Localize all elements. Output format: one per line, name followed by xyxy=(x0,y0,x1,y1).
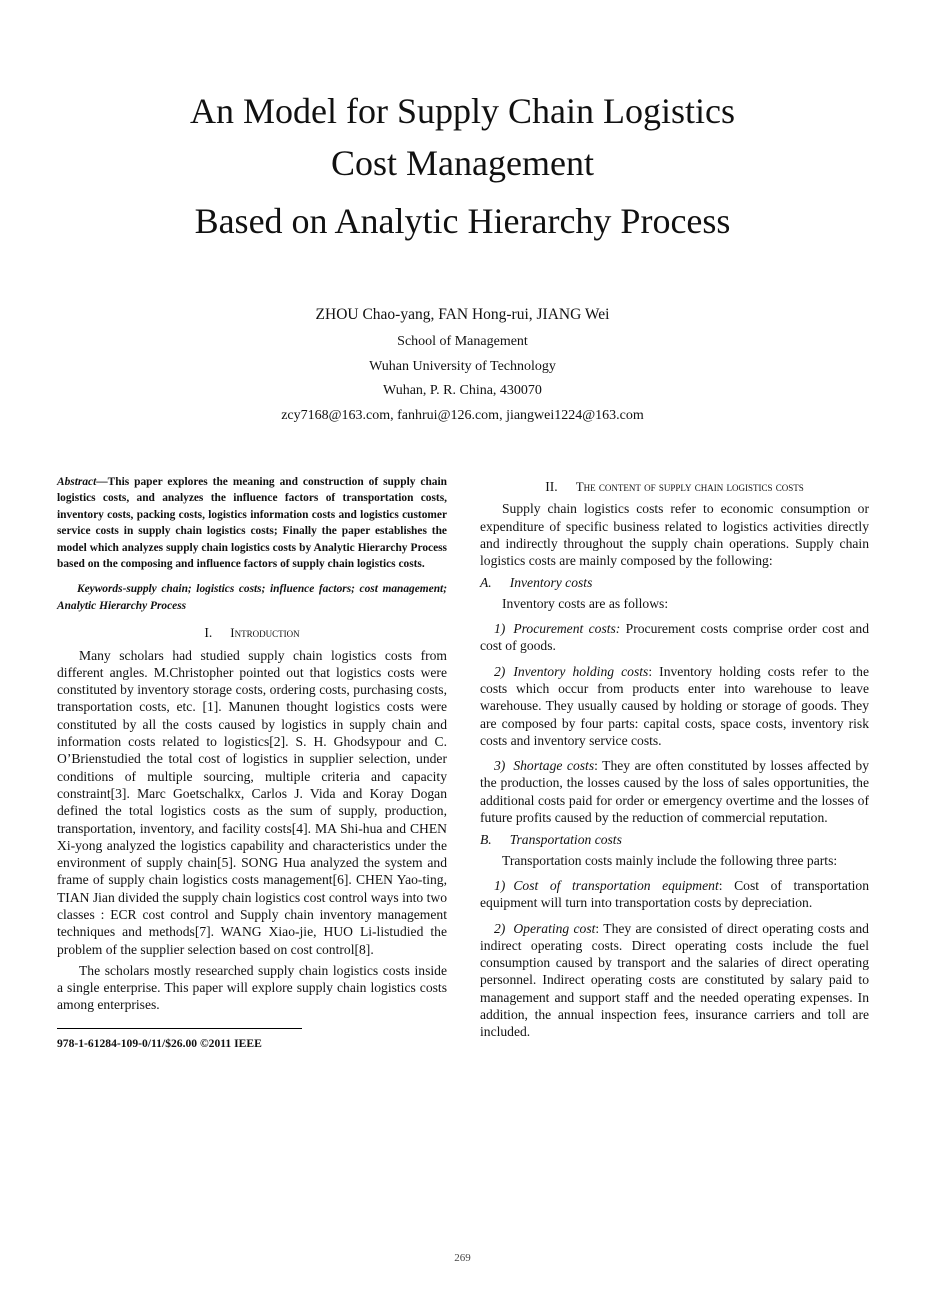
authors: ZHOU Chao-yang, FAN Hong-rui, JIANG Wei xyxy=(315,306,610,323)
abstract-label: Abstract xyxy=(57,476,97,488)
left-column xyxy=(57,474,447,1052)
footnote-divider xyxy=(57,1028,302,1029)
intro-paragraph-1: Many scholars had studied supply chain logistics costs from different angles. M.Christopher pointed out that logistics costs were constituted by inventory storage costs, ordering costs, purchasing costs, transportation costs, etc. [1]. Manunen thought logistics costs were constituted by all the costs caused by logistics in supply chain and information costs related to logistics[2]. S. H. Ghodsypour and C. O’Brienstudied the total cost of logistics in supplier selection, under conditions of multiple sourcing, multiple criteria and capacity constraint[3]. Marc Goetschalkx, Carlos J. Vida and Koray Dogan defined the total logistics costs as the sum of supply, production, transportation, inventory, and facility costs[4]. MA Shi-hua and CHEN Xi-yong analyzed the logistics capability and characteristics under the environment of supply chain[5]. SONG Hua analyzed the system and frame of supply chain logistics costs management[6]. CHEN Yao-ting, TIAN Jian divided the supply chain logistics cost control ways into two classes : ECR cost control and Supply chain inventory management techniques and methods[7]. WANG Xiao-jie, HUO Li-listudied the problem of the supplier selection based on cost control[8]. xyxy=(57,647,448,957)
item-label: Shortage costs xyxy=(513,758,595,774)
item-number: 1) xyxy=(494,621,506,637)
subsection-heading-inventory xyxy=(480,574,869,591)
item-text: : They are often constituted by losses affected by the production, the losses caused by the loss of sales opportunities, the additional costs paid for order or emergency overtime and the losses of future profits caused by the reduction of commercial reputation. xyxy=(480,758,869,826)
right-column xyxy=(480,474,869,1041)
section-title: The content of supply chain logistics costs xyxy=(575,479,804,494)
item-number: 2) xyxy=(494,920,506,936)
item-text: Procurement costs comprise order cost and cost of goods. xyxy=(480,621,869,654)
inventory-item-3 xyxy=(480,757,869,826)
inventory-item-2 xyxy=(480,663,869,749)
abstract xyxy=(57,474,447,572)
item-number: 1) xyxy=(494,877,506,893)
inventory-item-1 xyxy=(480,620,869,655)
affiliation-emails: zcy7168@163.com, fanhrui@126.com, jiangwei1224@163.com xyxy=(281,407,644,423)
section-title: Introduction xyxy=(230,625,300,641)
affiliation-location: Wuhan, P. R. China, 430070 xyxy=(383,383,542,398)
item-label: Inventory holding costs xyxy=(513,663,649,679)
title-line-2: Cost Management xyxy=(331,143,594,183)
subsection-title: Inventory costs xyxy=(509,575,593,591)
intro-paragraph-2: The scholars mostly researched supply chain logistics costs inside a single enterprise. This paper will explore supply chain logistics costs among enterprises. xyxy=(57,962,447,1013)
content-intro-paragraph: Supply chain logistics costs refer to economic consumption or expenditure of specific business related to logistics activities directly and indirectly throughout the supply chain operations. Supply chain logistics costs are mainly composed by the following: xyxy=(480,501,869,569)
item-label: Operating cost xyxy=(513,920,596,936)
abstract-dash: — xyxy=(96,476,108,488)
subsection-letter: A. xyxy=(480,575,492,591)
title-line-1: An Model for Supply Chain Logistics xyxy=(190,91,735,131)
item-text: : Inventory holding costs refer to the costs which occur from products enter into warehouse to leave warehouse. They usually caused by holding or storage of goods. They are composed by four parts: capital costs, space costs, inventory risk costs and inventory service costs. xyxy=(480,663,869,748)
item-number: 2) xyxy=(494,663,506,679)
item-label: Cost of transportation equipment xyxy=(513,877,719,893)
item-text: : Cost of transportation equipment will turn into transportation costs by depreciation. xyxy=(480,877,869,911)
title-line-3: Based on Analytic Hierarchy Process xyxy=(194,201,731,241)
transportation-item-1 xyxy=(480,877,869,912)
abstract-text: This paper explores the meaning and construction of supply chain logistics costs, and analyzes the influence factors of transportation costs, inventory costs, packing costs, logistics information costs and logistics customer service costs in supply chain logistics costs; Finally the paper establishes the model which analyzes supply chain logistics costs by Analytic Hierarchy Process based on the composing and influence factors of supply chain logistics costs. xyxy=(57,476,447,571)
copyright-footnote: 978-1-61284-109-0/11/$26.00 ©2011 IEEE xyxy=(57,1036,262,1050)
item-number: 3) xyxy=(494,758,506,774)
page-number: 269 xyxy=(454,1252,471,1264)
inventory-intro: Inventory costs are as follows: xyxy=(502,595,669,611)
transportation-intro: Transportation costs mainly include the following three parts: xyxy=(502,852,838,868)
section-number: I. xyxy=(204,625,213,641)
section-heading-introduction xyxy=(57,624,447,641)
subsection-title: Transportation costs xyxy=(509,832,622,848)
subsection-letter: B. xyxy=(480,832,492,848)
affiliation-school: School of Management xyxy=(397,334,528,349)
keywords: Keywords-supply chain; logistics costs; influence factors; cost management; Analytic Hierarchy Process xyxy=(57,583,447,612)
item-label: Procurement costs: xyxy=(513,621,621,637)
section-heading-content xyxy=(480,478,869,495)
affiliation-university: Wuhan University of Technology xyxy=(369,358,556,374)
subsection-heading-transportation xyxy=(480,831,869,848)
section-number: II. xyxy=(545,479,558,494)
item-text: : They are consisted of direct operating costs and indirect operating costs. Direct operating costs include the fuel consumption caused by transport and the salaries of direct operating personnel. Indirect operating costs are constituted by salary paid to management and support staff and the needed operating expenses. In addition, the annual inspection fees, insurance carriers and toll are included. xyxy=(480,920,869,1040)
affiliation xyxy=(0,330,925,428)
paper-title xyxy=(0,85,925,247)
transportation-item-2 xyxy=(480,920,869,1041)
